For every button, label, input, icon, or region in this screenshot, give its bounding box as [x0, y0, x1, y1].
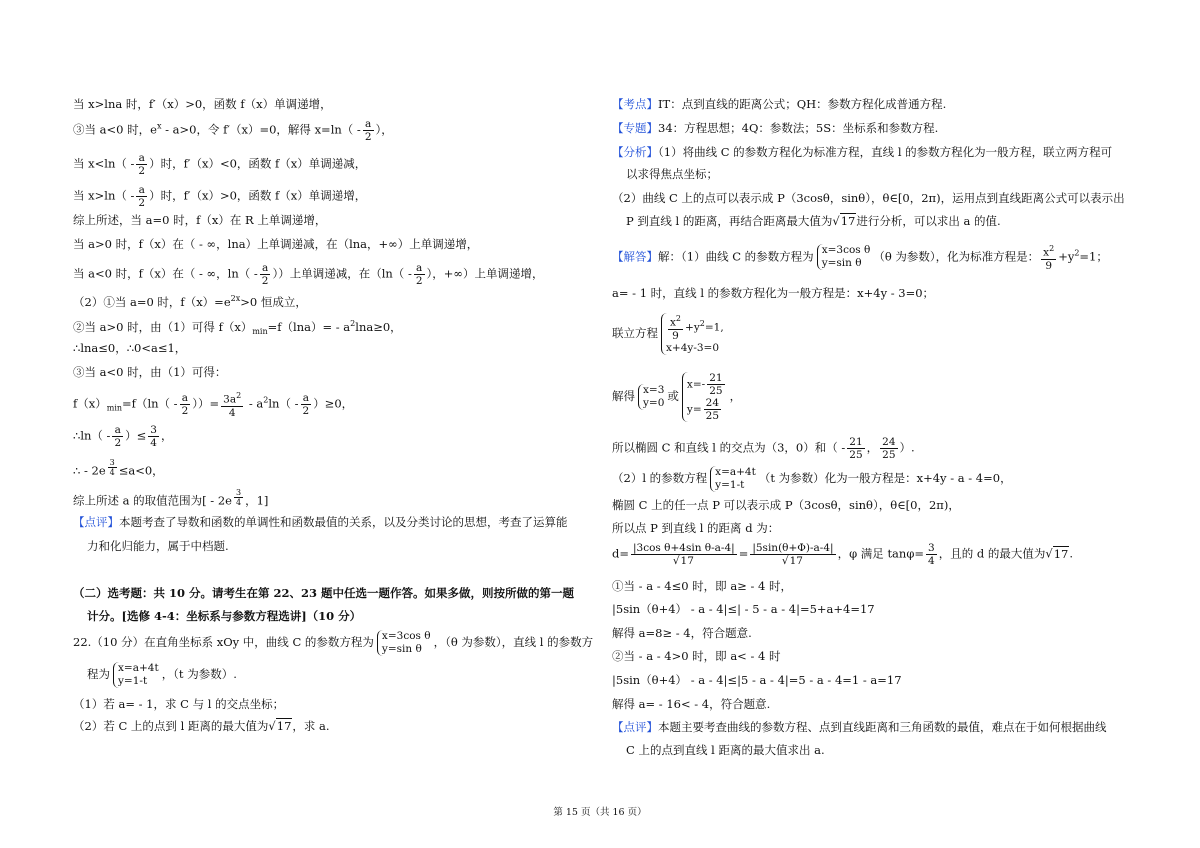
fraction	[631, 542, 737, 567]
fraction	[668, 313, 683, 342]
left-column	[73, 0, 603, 848]
text: ，（t 为参数）.	[161, 667, 237, 681]
numerator: 24	[882, 436, 896, 448]
numerator: |5sin(θ+Φ)-a-4|	[752, 542, 834, 554]
equation-system	[638, 384, 664, 410]
text-line	[73, 152, 366, 177]
denominator: 2	[364, 131, 372, 143]
section-heading: （二）选考题：共 10 分。请考生在第 22、23 题中任选一题作答。如果多做，则按所做的第一题	[73, 586, 575, 600]
text: 所以椭圆 C 和直线 l 的交点为（3，0）和（ -	[612, 440, 846, 455]
denominator	[750, 555, 835, 567]
text: ∴ln（ -	[73, 428, 111, 443]
text: y=	[686, 403, 702, 416]
denominator: 2	[138, 197, 146, 209]
text: 本题考查了导数和函数的单调性和函数最值的关系，以及分类讨论的思想，考查了运算能	[119, 515, 568, 529]
numerator: a	[180, 392, 191, 405]
numerator: 3	[150, 424, 157, 436]
numerator: a	[414, 262, 425, 275]
text-line	[73, 424, 172, 449]
text: （2）l 的参数方程	[612, 471, 708, 485]
equation-system	[710, 466, 756, 492]
text: ③当 a<0 时，e	[73, 122, 157, 137]
text-line: 解得 a=8≥ - 4，符合题意.	[612, 626, 752, 640]
text-line	[612, 372, 741, 422]
text-line: 力和化归能力，属于中档题.	[87, 539, 229, 553]
text: =f（ln（ -	[122, 396, 178, 411]
fraction	[136, 152, 147, 177]
denominator: 2	[114, 437, 122, 449]
text-line	[73, 291, 307, 310]
text: f（x）	[73, 396, 107, 411]
text: x=a+4t	[715, 466, 756, 478]
exponent	[106, 458, 119, 477]
text-line	[73, 488, 268, 508]
denominator: 2	[415, 275, 423, 287]
sup: 2	[699, 318, 705, 328]
text-line	[73, 316, 402, 340]
text: ，	[160, 428, 173, 443]
denominator: 4	[928, 555, 935, 567]
text: >0 恒成立，	[240, 294, 307, 309]
text: y=1-t	[118, 675, 148, 687]
sqrt-symbol: √	[672, 555, 680, 567]
fraction	[750, 542, 835, 567]
text: ∴ - 2e	[73, 463, 106, 478]
fraction	[108, 458, 117, 477]
text: ）≥0，	[313, 396, 354, 411]
text: =1；	[1079, 249, 1108, 264]
keypoint-line	[612, 96, 946, 112]
text-line	[612, 313, 727, 355]
page-footer: 第 15 页（共 16 页）	[553, 807, 647, 818]
numerator: 3	[109, 458, 115, 467]
numerator: 3	[928, 542, 935, 554]
numerator: 24	[705, 397, 720, 409]
radicand: 17	[1053, 546, 1069, 561]
fraction	[221, 390, 243, 419]
text: =1,	[704, 321, 724, 334]
text-line: a= - 1 时，直线 l 的参数方程化为一般方程是：x+4y - 3=0；	[612, 286, 935, 300]
text: 解得	[612, 389, 635, 403]
radicand: 17	[789, 555, 803, 567]
numerator	[221, 390, 243, 407]
fraction	[301, 392, 312, 417]
text: lna≥0，	[355, 319, 402, 334]
text-line: ③当 a<0 时，由（1）可得：	[73, 365, 227, 379]
sup: 2x	[230, 294, 241, 303]
tag: 【解答】	[612, 249, 658, 264]
text: ）≤	[125, 428, 147, 443]
fraction	[363, 118, 374, 143]
sup: x	[156, 121, 162, 131]
denominator: 9	[672, 329, 679, 342]
text-line	[612, 466, 1012, 492]
question-line	[87, 662, 237, 688]
text-line: |5sin（θ+4） - a - 4|≤| - 5 - a - 4|=5+a+4=17	[612, 602, 875, 616]
text: ，求 a.	[292, 719, 330, 733]
fraction	[112, 424, 123, 449]
radicand: 17	[680, 555, 694, 567]
sup: 2	[1049, 244, 1055, 253]
section-heading: 计分。[选修 4-4：坐标系与参数方程选讲]（10 分）	[87, 609, 362, 623]
text: y=sin θ	[381, 643, 422, 655]
text: x=a+4t	[118, 662, 159, 674]
text: 解：（1）曲线 C 的参数方程为	[658, 249, 814, 264]
denominator: 4	[235, 498, 242, 507]
numerator: a	[136, 184, 147, 197]
text: 34：方程思想；4Q：参数法；5S：坐标系和参数方程.	[658, 121, 939, 135]
denominator: 25	[709, 385, 723, 397]
text: ，	[729, 389, 742, 403]
comment-line	[612, 719, 1107, 735]
equation-system	[682, 372, 727, 422]
fraction	[148, 424, 159, 449]
radicand: 17	[840, 214, 856, 228]
text: （1）将曲线 C 的参数方程化为标准方程，直线 l 的参数方程化为一般方程，联立两方程可	[658, 145, 1113, 159]
text: +y	[1058, 249, 1075, 264]
text: 当 x<ln（ -	[73, 156, 135, 171]
denominator: 25	[705, 410, 720, 422]
text: =	[738, 546, 749, 561]
text: ，且的 d 的最大值为	[938, 546, 1046, 561]
text: 程为	[87, 667, 110, 681]
text: （2）若 C 上的点到 l 距离的最大值为	[73, 719, 269, 733]
text: x=3cos θ	[821, 244, 871, 257]
numerator	[668, 313, 683, 330]
fraction	[926, 542, 937, 567]
numerator: a	[301, 392, 312, 405]
numerator: 21	[709, 372, 723, 384]
text: x=3cos θ	[381, 630, 431, 642]
text-line: 以求得焦点坐标；	[626, 167, 718, 181]
equation-system	[113, 662, 159, 688]
text: 当 a<0 时，f（x）在（ - ∞，ln（ -	[73, 266, 258, 281]
denominator: 4	[228, 406, 236, 419]
numerator: a	[260, 262, 271, 275]
text: - a>0，令 f′（x）=0，解得 x=ln（ -	[161, 122, 361, 137]
text: +y	[685, 321, 700, 334]
text-line: ②当 - a - 4>0 时，即 a< - 4 时	[612, 649, 781, 663]
text: 本题主要考查曲线的参数方程、点到直线距离和三角函数的最值，难点在于如何根据曲线	[658, 720, 1107, 734]
right-column	[612, 0, 1137, 848]
text: ））上单调递减，在（ln（ -	[272, 266, 412, 281]
text: ）时，f′（x）<0，函数 f（x）单调递减，	[149, 156, 367, 171]
numerator: 3	[235, 488, 242, 497]
numerator: a	[136, 152, 147, 165]
numerator: 21	[849, 436, 863, 448]
sup: 2	[263, 395, 269, 405]
fraction	[1041, 243, 1056, 272]
sup: 2	[1074, 248, 1080, 258]
sup: 2	[236, 391, 242, 400]
denominator: 2	[138, 165, 146, 177]
text: ）.	[899, 440, 915, 455]
comment-tag: 【点评】	[612, 720, 658, 734]
text: y=0	[643, 397, 665, 409]
fraction	[180, 392, 191, 417]
comment-line	[73, 514, 568, 530]
denominator: 2	[181, 404, 189, 417]
denominator: 25	[849, 449, 863, 461]
text-line	[73, 458, 164, 478]
distance-formula	[612, 542, 1073, 567]
text: ），+∞）上单调递增，	[426, 266, 544, 281]
text: ，1]	[245, 493, 269, 508]
text: ②当 a>0 时，由（1）可得 f（x）	[73, 319, 253, 334]
text-line	[73, 390, 353, 419]
comment-tag: 【点评】	[73, 515, 119, 529]
numerator: a	[112, 424, 123, 437]
fraction	[707, 372, 724, 397]
text: x	[670, 316, 676, 329]
text: ）时，f′（x）>0，函数 f（x）单调递增，	[149, 188, 367, 203]
text: ，φ 满足 tanφ=	[837, 546, 925, 561]
fraction	[880, 436, 897, 461]
text: 当 x>ln（ -	[73, 188, 135, 203]
analysis-line	[612, 144, 1112, 160]
text: 进行分析，可以求出 a 的值.	[856, 214, 1001, 228]
radicand: 17	[276, 719, 292, 733]
tag: 【专题】	[612, 121, 658, 135]
text: 综上所述 a 的取值范围为[ - 2e	[73, 493, 232, 508]
numerator	[1041, 243, 1056, 260]
denominator: 9	[1045, 259, 1053, 272]
denominator: 25	[882, 449, 896, 461]
text: x=-	[686, 378, 706, 391]
text-line	[73, 262, 543, 287]
equation-system	[661, 313, 724, 355]
text-line: ∴lna≤0，∴0<a≤1，	[73, 341, 187, 355]
text: =f（lna）= - a	[267, 319, 351, 334]
text-line: ①当 - a - 4≤0 时，即 a≥ - 4 时，	[612, 579, 792, 593]
question-line	[73, 630, 593, 656]
equation-system	[817, 244, 871, 270]
text: y=1-t	[715, 479, 745, 491]
tag: 【考点】	[612, 97, 658, 111]
text-line: 解得 a= - 16< - 4，符合题意.	[612, 697, 771, 711]
denominator: 2	[261, 275, 269, 287]
sqrt-symbol: √	[1045, 546, 1053, 561]
text: - a	[245, 396, 264, 411]
text: x=3	[643, 384, 665, 396]
sup: 2	[350, 319, 356, 328]
sup: 2	[675, 314, 682, 323]
text: 22.（10 分）在直角坐标系 xOy 中，曲线 C 的参数方程为	[73, 635, 374, 649]
fraction	[136, 184, 147, 209]
topic-line	[612, 120, 938, 136]
fraction	[704, 397, 721, 422]
text-line	[73, 184, 366, 209]
text: P 到直线 l 的距离，再结合距离最大值为	[626, 214, 833, 228]
text: x+4y-3=0	[666, 341, 720, 354]
text-line: 当 a>0 时，f（x）在（ - ∞，lna）上单调递减，在（lna，+∞）上单调递增，	[73, 237, 479, 251]
denominator: 4	[109, 468, 115, 477]
sub: min	[252, 327, 268, 337]
text-line: C 上的点到直线 l 距离的最大值求出 a.	[626, 743, 825, 757]
text: .	[1069, 546, 1073, 561]
fraction	[414, 262, 425, 287]
text: d=	[612, 546, 629, 561]
sqrt-symbol: √	[781, 555, 789, 567]
text: x	[1043, 246, 1050, 259]
text: ），	[375, 122, 393, 137]
fraction	[234, 488, 243, 507]
denominator: 2	[302, 404, 310, 417]
text-line: 综上所述，当 a=0 时，f（x）在 R 上单调递增，	[73, 213, 327, 227]
text: ，	[866, 440, 879, 455]
exponent	[232, 488, 245, 507]
text: ln（ -	[268, 396, 299, 411]
text-line: 椭圆 C 上的任一点 P 可以表示成 P（3cosθ，sinθ），θ∈[0，2π)，	[612, 498, 960, 512]
equation-system	[377, 630, 431, 656]
text-line: 所以点 P 到直线 l 的距离 d 为：	[612, 521, 780, 535]
numerator: a	[363, 118, 374, 131]
question-line	[73, 718, 330, 734]
denominator	[631, 555, 737, 567]
denominator: 4	[150, 437, 157, 449]
fraction	[260, 262, 271, 287]
text-line	[73, 118, 393, 143]
solution-line	[612, 243, 1108, 272]
text-line	[612, 436, 915, 461]
text: （2）①当 a=0 时，f（x）=e	[73, 294, 231, 309]
text: ≤a<0，	[118, 463, 164, 478]
text: IT：点到直线的距离公式；QH：参数方程化成普通方程.	[658, 97, 947, 111]
sqrt-symbol: √	[832, 214, 840, 228]
text: （θ 为参数），化为标准方程是：	[873, 249, 1040, 264]
text: 或	[667, 389, 679, 403]
text-line: 当 x>lna 时，f′（x）>0，函数 f（x）单调递增，	[73, 97, 332, 111]
text-line	[626, 213, 1001, 229]
text: 联立方程	[612, 325, 658, 340]
text: 3a	[223, 393, 237, 406]
text: ））=	[192, 396, 220, 411]
text: （t 为参数）化为一般方程是：x+4y - a - 4=0，	[758, 471, 1012, 485]
sqrt-symbol: √	[268, 719, 276, 733]
numerator: |3cos θ+4sin θ-a-4|	[633, 542, 735, 554]
text: y=sin θ	[821, 257, 862, 270]
fraction	[847, 436, 864, 461]
sub: min	[106, 403, 123, 413]
text: ，（θ 为参数），直线 l 的参数方	[433, 635, 594, 649]
text-line: （2）曲线 C 上的点可以表示成 P（3cosθ，sinθ），θ∈[0，2π)，运用点到直线距离公式可以表示出	[612, 191, 1125, 205]
question-line: （1）若 a= - 1，求 C 与 l 的交点坐标；	[73, 697, 285, 711]
tag: 【分析】	[612, 145, 658, 159]
text-line: |5sin（θ+4） - a - 4|≤|5 - a - 4|=5 - a - 4=1 - a=17	[612, 673, 902, 687]
